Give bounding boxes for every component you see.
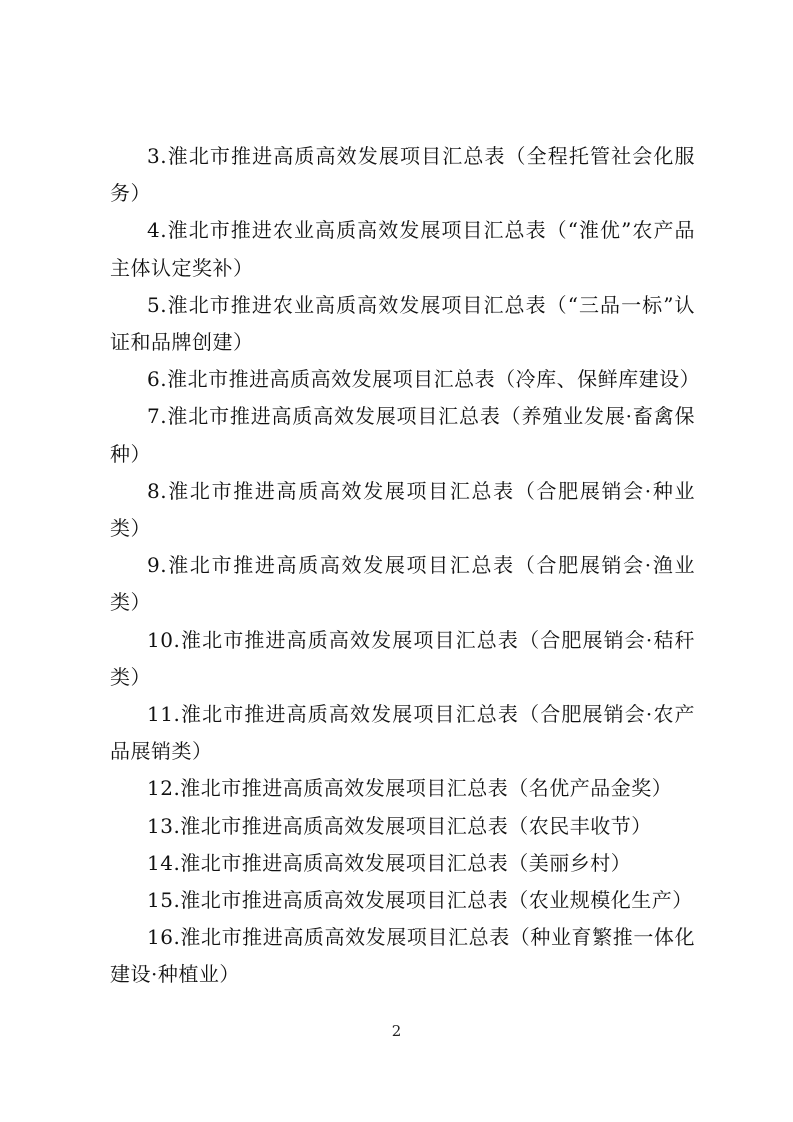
page-number: 2 (391, 1022, 402, 1040)
list-item: 14.淮北市推进高质高效发展项目汇总表（美丽乡村） (147, 850, 632, 875)
list-item: 5.淮北市推进农业高质高效发展项目汇总表（“三品一标”认证和品牌创建） (110, 292, 695, 355)
list-item: 7.淮北市推进高质高效发展项目汇总表（养殖业发展·畜禽保种） (110, 404, 695, 466)
list-item: 4.淮北市推进农业高质高效发展项目汇总表（“淮优”农产品主体认定奖补） (110, 218, 695, 280)
list-item: 10.淮北市推进高质高效发展项目汇总表（合肥展销会·秸秆类） (110, 627, 695, 689)
list-item: 16.淮北市推进高质高效发展项目汇总表（种业育繁推一体化建设·种植业） (110, 925, 695, 987)
list-item: 9.淮北市推进高质高效发展项目汇总表（合肥展销会·渔业类） (110, 553, 695, 615)
attachment-list (110, 138, 701, 994)
list-item: 11.淮北市推进高质高效发展项目汇总表（合肥展销会·农产品展销类） (110, 702, 695, 764)
list-item: 15.淮北市推进高质高效发展项目汇总表（农业规模化生产） (147, 888, 693, 913)
list-item: 3.淮北市推进高质高效发展项目汇总表（全程托管社会化服务） (110, 144, 695, 206)
list-item: 6.淮北市推进高质高效发展项目汇总表（冷库、保鲜库建设） (147, 367, 701, 392)
list-item: 8.淮北市推进高质高效发展项目汇总表（合肥展销会·种业类） (110, 478, 695, 541)
list-item: 13.淮北市推进高质高效发展项目汇总表（农民丰收节） (147, 813, 652, 838)
list-item: 12.淮北市推进高质高效发展项目汇总表（名优产品金奖） (147, 776, 673, 801)
